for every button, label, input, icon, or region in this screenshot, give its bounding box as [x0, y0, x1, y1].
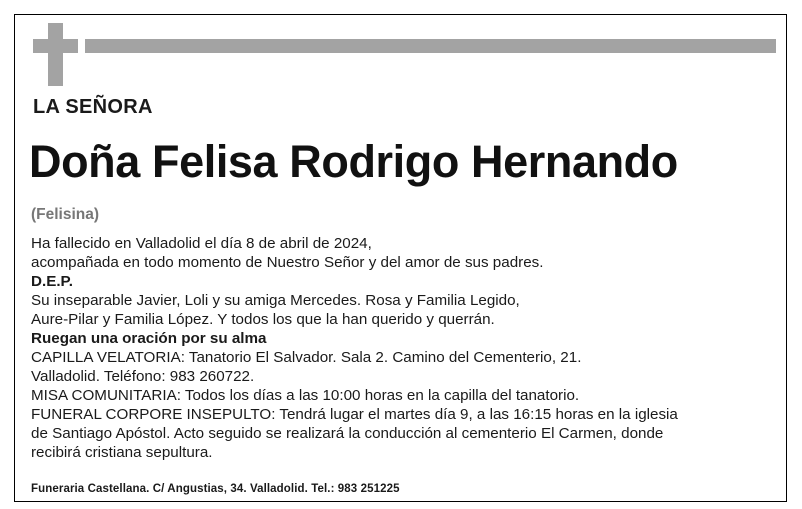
funeral-line-1: FUNERAL CORPORE INSEPULTO: Tendrá lugar el martes día 9, a las 16:15 horas en la iglesia: [31, 406, 678, 423]
chapel-line-1: CAPILLA VELATORIA: Tanatorio El Salvador. Sala 2. Camino del Cementerio, 21.: [31, 349, 582, 366]
chapel-line-2: Valladolid. Teléfono: 983 260722.: [31, 368, 255, 385]
funeral-home-footer: Funeraria Castellana. C/ Angustias, 34. Valladolid. Tel.: 983 251225: [31, 483, 400, 495]
prayer-heading: Ruegan una oración por su alma: [31, 330, 267, 347]
obituary-card: [14, 14, 787, 502]
funeral-line-3: recibirá cristiana sepultura.: [31, 444, 213, 461]
header-rule: [85, 39, 776, 53]
passing-line-2: acompañada en todo momento de Nuestro Señor y del amor de sus padres.: [31, 254, 544, 271]
honorific: LA SEÑORA: [33, 96, 153, 118]
nickname: (Felisina): [31, 206, 100, 223]
deceased-name: Doña Felisa Rodrigo Hernando: [29, 136, 678, 187]
cross-icon-horizontal: [33, 39, 78, 53]
funeral-line-2: de Santiago Apóstol. Acto seguido se realizará la conducción al cementerio El Carmen, donde: [31, 425, 664, 442]
notice-body: [31, 234, 781, 462]
family-line-2: Aure-Pilar y Familia López. Y todos los que la han querido y querrán.: [31, 311, 495, 328]
dep-heading: D.E.P.: [31, 273, 73, 290]
cross-icon-vertical: [48, 23, 63, 86]
passing-line-1: Ha fallecido en Valladolid el día 8 de abril de 2024,: [31, 235, 372, 252]
mass-line: MISA COMUNITARIA: Todos los días a las 10:00 horas en la capilla del tanatorio.: [31, 387, 580, 404]
family-line-1: Su inseparable Javier, Loli y su amiga Mercedes. Rosa y Familia Legido,: [31, 292, 520, 309]
